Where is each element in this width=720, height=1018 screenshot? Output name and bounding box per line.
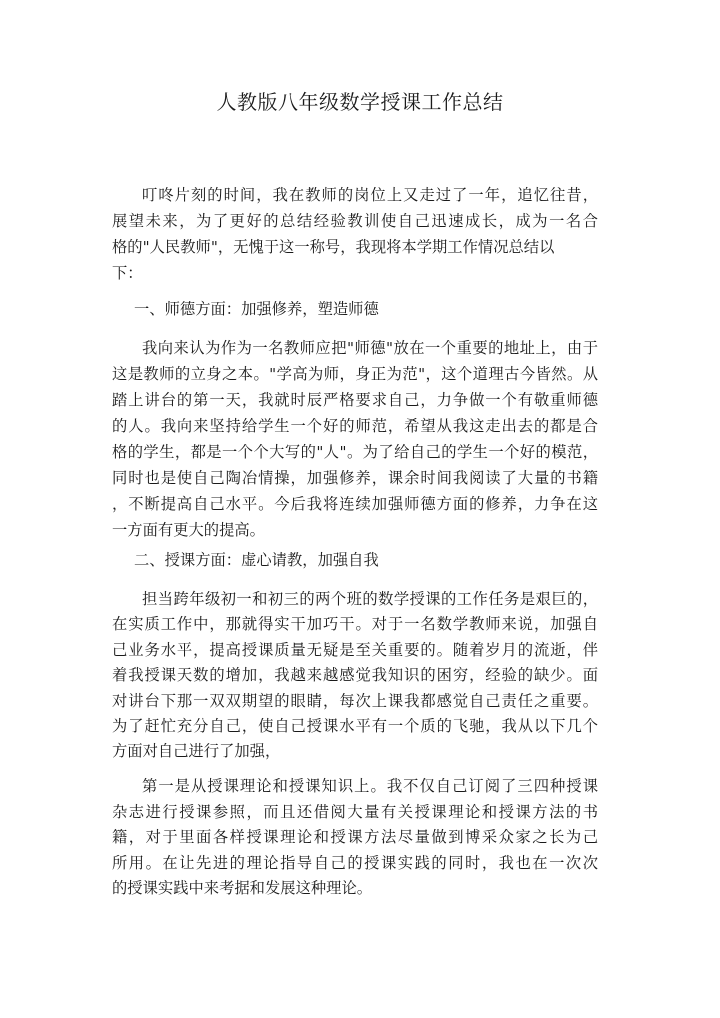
teaching-paragraph (112, 587, 598, 765)
text-line: 所用。在让先进的理论指导自己的授课实践的同时，我也在一次次 (112, 853, 598, 872)
text-line: 这是教师的立身之本。"学高为师，身正为范"，这个道理古今皆然。从 (112, 365, 598, 383)
text-line: ，不断提高自己水平。今后我将连续加强师德方面的修养，力争在这 (112, 495, 598, 513)
intro-paragraph (112, 182, 598, 286)
text-line: 的授课实践中来考据和发展这种理论。 (112, 879, 373, 898)
text-line: 着我授课天数的增加，我越来越感觉我知识的困穷，经验的缺少。面 (112, 666, 598, 685)
text-line: 格的"人民教师"，无愧于这一称号，我现将本学期工作情况总结以 (112, 238, 555, 256)
text-line: 方面对自己进行了加强， (112, 742, 281, 761)
text-line: 同时也是使自己陶冶情操，加强修养，课余时间我阅读了大量的书籍 (112, 469, 598, 487)
text-line: 担当跨年级初一和初三的两个班的数学授课的工作任务是艰巨的， (142, 590, 598, 608)
ethics-paragraph (112, 335, 598, 543)
text-line: 为了赶忙充分自己，使自己授课水平有一个质的飞驰，我从以下几个 (112, 716, 598, 735)
text-line: 己业务水平，提高授课质量无疑是至关重要的。随着岁月的流逝，伴 (112, 640, 598, 659)
text-line: 我向来认为作为一名教师应把"师德"放在一个重要的地址上，由于 (142, 339, 598, 357)
text-line: 杂志进行授课参照，而且还借阅大量有关授课理论和授课方法的书 (112, 802, 598, 821)
text-line: 展望未来，为了更好的总结经验教训使自己迅速成长，成为一名合 (112, 212, 598, 230)
text-line: 格的学生，都是一个个大写的"人"。为了给自己的学生一个好的模范， (112, 443, 598, 461)
text-line: 第一是从授课理论和授课知识上。我不仅自己订阅了三四种授课 (142, 777, 598, 795)
text-line: 叮咚片刻的时间，我在教师的岗位上又走过了一年，追忆往昔， (142, 186, 598, 204)
theory-paragraph (112, 774, 598, 902)
text-line: 在实质工作中，那就得实干加巧干。对于一名数学教师来说，加强自 (112, 615, 598, 634)
text-line: 一方面有更大的提高。 (112, 521, 265, 539)
text-line: 对讲台下那一双双期望的眼睛，每次上课我都感觉自己责任之重要。 (112, 691, 598, 710)
text-line: 籍，对于里面各样授课理论和授课方法尽量做到博采众家之长为己 (112, 828, 598, 847)
text-line: 踏上讲台的第一天，我就时辰严格要求自己，力争做一个有敬重师德 (112, 391, 598, 409)
text-line: 下： (112, 264, 143, 282)
section-heading-teaching: 二、授课方面：虚心请教，加强自我 (134, 551, 379, 569)
section-heading-ethics: 一、师德方面：加强修养，塑造师德 (134, 300, 379, 318)
text-line: 的人。我向来坚持给学生一个好的师范，希望从我这走出去的都是合 (112, 417, 598, 435)
document-title: 人教版八年级数学授课工作总结 (216, 90, 504, 114)
